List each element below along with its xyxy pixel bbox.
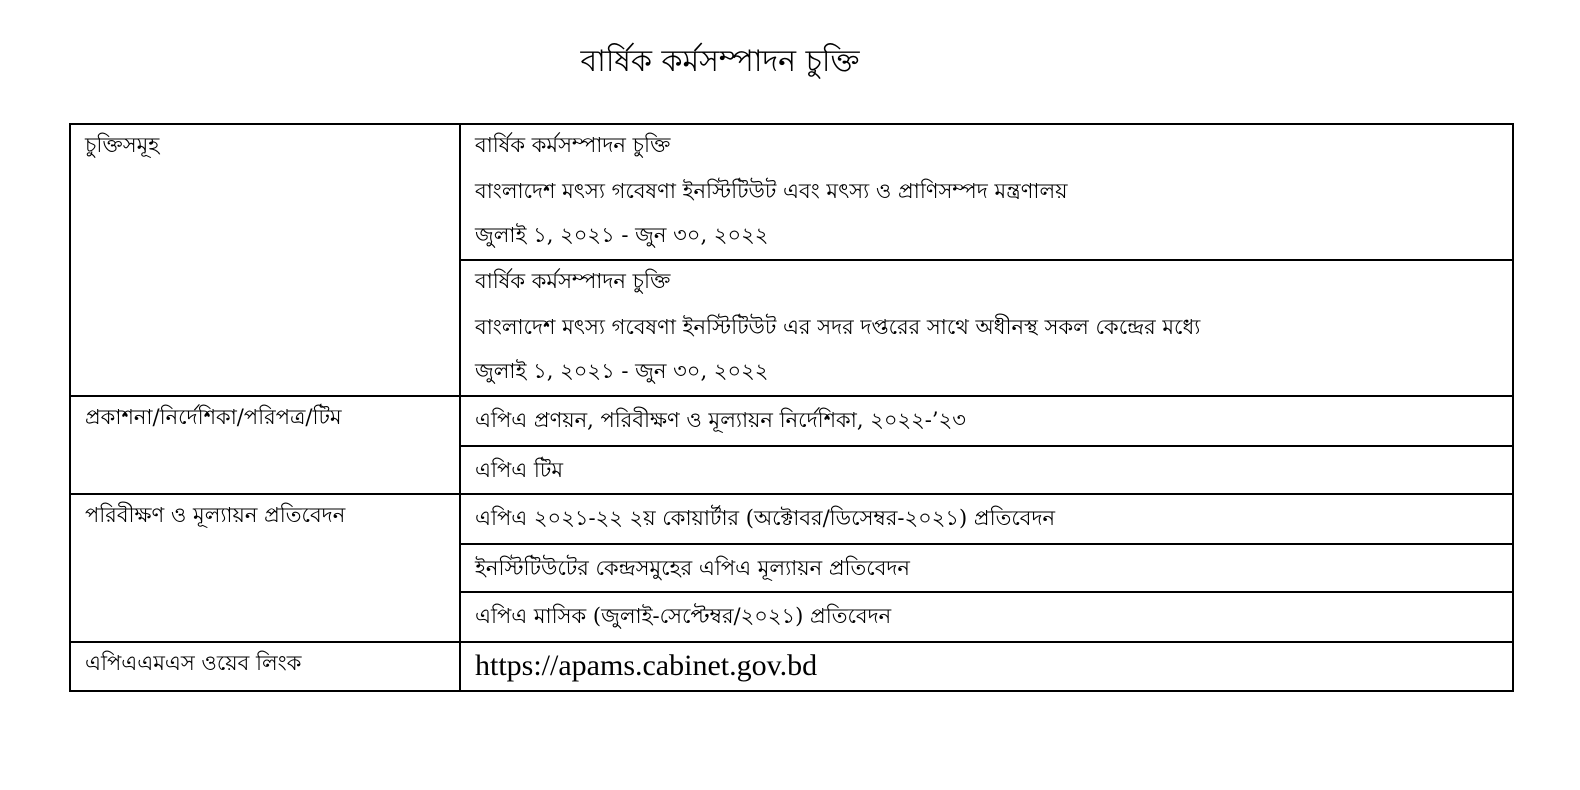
section-label-publications: প্রকাশনা/নির্দেশিকা/পরিপত্র/টিম bbox=[70, 396, 460, 494]
apa-team-link[interactable] bbox=[460, 446, 1513, 494]
table-row bbox=[70, 396, 1513, 446]
report-centers-text[interactable]: ইনস্টিটিউটের কেন্দ্রসমুহের এপিএ মূল্যায়ন প্রতিবেদন bbox=[475, 556, 910, 580]
contract-item-1-period[interactable]: জুলাই ১, ২০২১ - জুন ৩০, ২০২২ bbox=[475, 223, 769, 247]
contract-item-2-period[interactable]: জুলাই ১, ২০২১ - জুন ৩০, ২০২২ bbox=[475, 359, 769, 383]
contract-item-1-title[interactable]: বার্ষিক কর্মসম্পাদন চুক্তি bbox=[475, 133, 671, 157]
section-label-weblink: এপিএএমএস ওয়েব লিংক bbox=[70, 642, 460, 691]
report-quarter-link[interactable] bbox=[460, 494, 1513, 544]
report-monthly-text[interactable]: এপিএ মাসিক (জুলাই-সেপ্টেম্বর/২০২১) প্রতিবেদন bbox=[475, 604, 892, 628]
contract-item-1[interactable] bbox=[460, 124, 1513, 260]
contract-item-2-parties[interactable]: বাংলাদেশ মৎস্য গবেষণা ইনস্টিটিউট এর সদর দপ্তরের সাথে অধীনস্থ সকল কেন্দ্রের মধ্যে bbox=[475, 315, 1201, 339]
section-label-contracts: চুক্তিসমূহ bbox=[70, 124, 460, 396]
table-row bbox=[70, 642, 1513, 691]
page-title: বার্ষিক কর্মসম্পাদন চুক্তি bbox=[580, 44, 860, 79]
apams-url-text[interactable]: https://apams.cabinet.gov.bd bbox=[475, 649, 818, 682]
table-row bbox=[70, 494, 1513, 544]
contract-item-1-parties[interactable]: বাংলাদেশ মৎস্য গবেষণা ইনস্টিটিউট এবং মৎস্য ও প্রাণিসম্পদ মন্ত্রণালয় bbox=[475, 179, 1068, 203]
report-quarter-text[interactable]: এপিএ ২০২১-২২ ২য় কোয়ার্টার (অক্টোবর/ডিসেম্বর-২০২১) প্রতিবেদন bbox=[475, 506, 1056, 530]
table-row bbox=[70, 124, 1513, 260]
document-table bbox=[69, 123, 1514, 692]
publication-guideline-text[interactable]: এপিএ প্রণয়ন, পরিবীক্ষণ ও মূল্যায়ন নির্দেশিকা, ২০২২-’২৩ bbox=[475, 408, 966, 432]
publication-guideline-link[interactable] bbox=[460, 396, 1513, 446]
contract-item-2-title[interactable]: বার্ষিক কর্মসম্পাদন চুক্তি bbox=[475, 269, 671, 293]
report-monthly-link[interactable] bbox=[460, 592, 1513, 642]
report-centers-link[interactable] bbox=[460, 544, 1513, 592]
contract-item-2[interactable] bbox=[460, 260, 1513, 396]
apams-web-link[interactable] bbox=[460, 642, 1513, 691]
apa-team-text[interactable]: এপিএ টিম bbox=[475, 458, 563, 482]
section-label-reports: পরিবীক্ষণ ও মূল্যায়ন প্রতিবেদন bbox=[70, 494, 460, 642]
